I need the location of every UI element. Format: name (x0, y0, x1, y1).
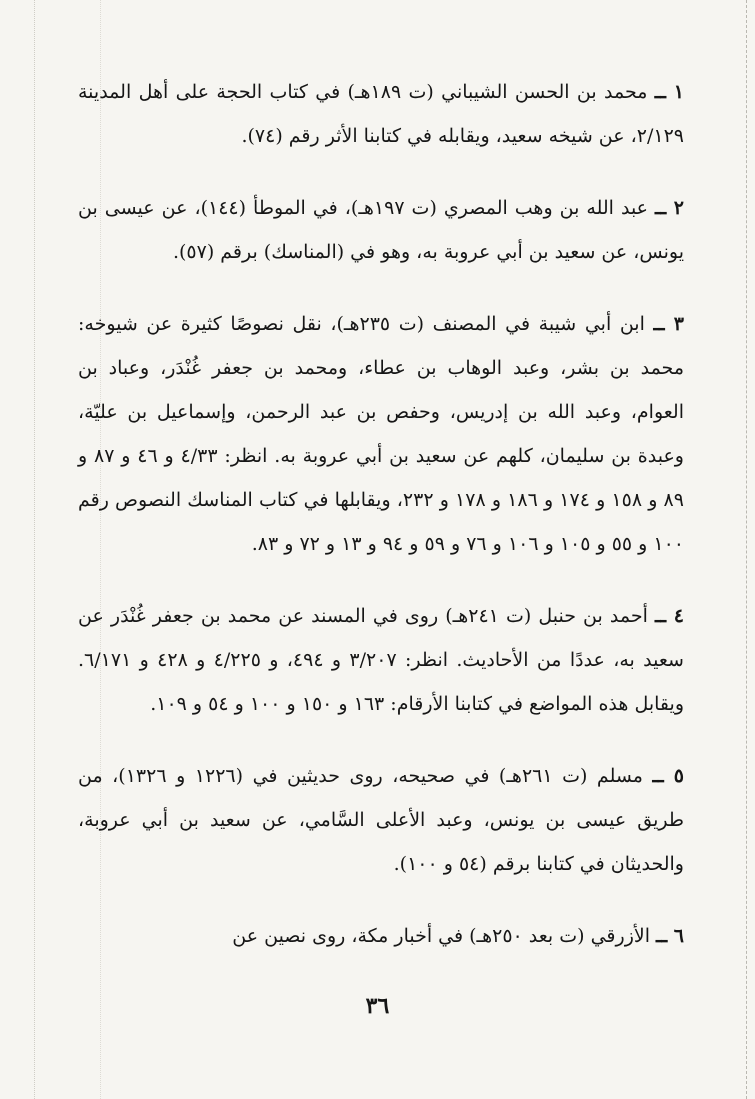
paragraph-number: ٦ ــ (656, 925, 684, 947)
paragraph-text: مسلم (ت ٢٦١هـ) في صحيحه، روى حديثين في (١٢٢٦ و ١٣٢٦)، من طريق عيسى بن يونس، وعبد الأعلى السَّامي، عن سعيد بن أبي عروبة، والحديثان في كتابنا برقم (٥٤ و ١٠٠). (78, 765, 684, 875)
paragraph-number: ٤ ــ (654, 605, 684, 627)
paragraph-1 (78, 70, 684, 158)
paragraph-text: الأزرقي (ت بعد ٢٥٠هـ) في أخبار مكة، روى نصين عن (232, 925, 650, 947)
paragraph-number: ٢ ــ (655, 197, 684, 219)
paragraph-6 (78, 914, 684, 958)
page-edge-right (746, 0, 747, 1099)
paragraph-3 (78, 302, 684, 566)
paragraph-number: ٣ ــ (653, 313, 685, 335)
main-text (78, 70, 684, 986)
page-number: ٣٦ (365, 993, 390, 1019)
paragraph-2 (78, 186, 684, 274)
paragraph-text: أحمد بن حنبل (ت ٢٤١هـ) روى في المسند عن محمد بن جعفر غُنْدَر عن سعيد به، عددًا من الأحاديث. انظر: ٣/٢٠٧ و ٤٩٤، و ٤/٢٢٥ و ٤٢٨ و ٦/١٧١. ويقابل هذه المواضع في كتابنا الأرقام: ١٦٣ و ١٥٠ و ١٠٠ و ٥٤ و ١٠٩. (78, 605, 684, 715)
page-edge-left (34, 0, 35, 1099)
paragraph-number: ٥ ــ (652, 765, 684, 787)
paragraph-number: ١ ــ (654, 81, 685, 103)
paragraph-text: عبد الله بن وهب المصري (ت ١٩٧هـ)، في الموطأ (١٤٤)، عن عيسى بن يونس، عن سعيد بن أبي عروبة به، وهو في (المناسك) برقم (٥٧). (78, 197, 684, 263)
paragraph-text: محمد بن الحسن الشيباني (ت ١٨٩هـ) في كتاب الحجة على أهل المدينة ٢/١٢٩، عن شيخه سعيد، ويقابله في كتابنا الأثر رقم (٧٤). (78, 81, 684, 147)
paragraph-5 (78, 754, 684, 886)
paragraph-text: ابن أبي شيبة في المصنف (ت ٢٣٥هـ)، نقل نصوصًا كثيرة عن شيوخه: محمد بن بشر، وعبد الوهاب بن عطاء، ومحمد بن جعفر غُنْدَر، وعباد بن العوام، وعبد الله بن إدريس، وحفص بن عبد الرحمن، وإسماعيل بن عليّة، وعبدة بن سليمان، كلهم عن سعيد بن أبي عروبة به. انظر: ٤/٣٣ و ٤٦ و ٨٧ و ٨٩ و ١٥٨ و ١٧٤ و ١٨٦ و ١٧٨ و ٢٣٢، ويقابلها في كتاب المناسك النصوص رقم ١٠٠ و ٥٥ و ١٠٥ و ١٠٦ و ٧٦ و ٥٩ و ٩٤ و ١٣ و ٧٢ و ٨٣. (78, 313, 684, 555)
paragraph-4 (78, 594, 684, 726)
